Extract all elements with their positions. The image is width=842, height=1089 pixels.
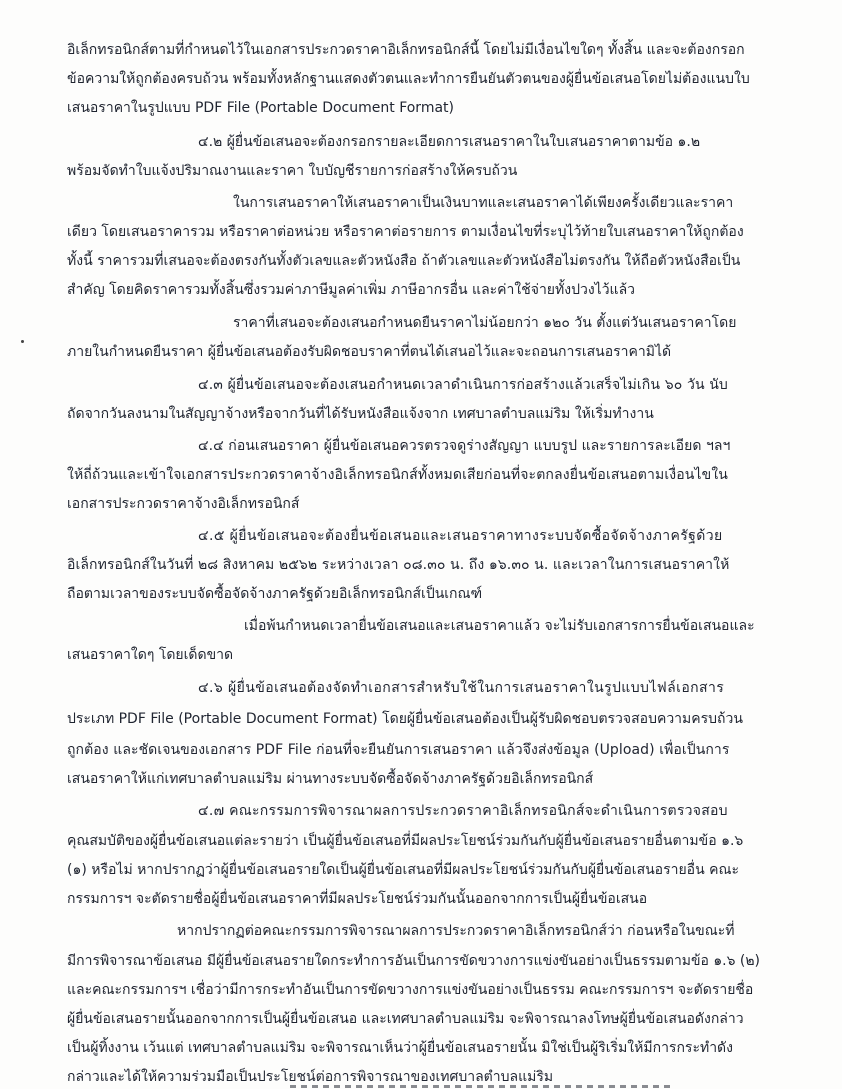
text-line: พร้อมจัดทำใบแจ้งปริมาณงานและราคา ใบบัญชีรายการก่อสร้างให้ครบถ้วน: [67, 163, 518, 179]
text-line: ข้อความให้ถูกต้องครบถ้วน พร้อมทั้งหลักฐานแสดงตัวตนและทำการยืนยันตัวตนของผู้ยื่นข้อเสนอโดยไม่ต้องแนบใบ: [67, 71, 750, 87]
text-line: ๔.๒ ผู้ยื่นข้อเสนอจะต้องกรอกรายละเอียดการเสนอราคาในใบเสนอราคาตามข้อ ๑.๒: [198, 134, 701, 150]
text-line: ภายในกำหนดยืนราคา ผู้ยื่นข้อเสนอต้องรับผิดชอบราคาที่ตนได้เสนอไว้และจะถอนการเสนอราคามิได้: [67, 344, 672, 360]
text-line: กล่าวและได้ให้ความร่วมมือเป็นประโยชน์ต่อการพิจารณาของเทศบาลตำบลแม่ริม: [67, 1069, 554, 1085]
text-line: ๔.๔ ก่อนเสนอราคา ผู้ยื่นข้อเสนอควรตรวจดูร่างสัญญา แบบรูป และรายการละเอียด ฯลฯ: [198, 438, 731, 454]
text-line: สำคัญ โดยคิดราคารวมทั้งสิ้นซึ่งรวมค่าภาษีมูลค่าเพิ่ม ภาษีอากรอื่น และค่าใช้จ่ายทั้งปวงไว้แล้ว: [67, 282, 636, 298]
text-line: ๔.๓ ผู้ยื่นข้อเสนอจะต้องเสนอกำหนดเวลาดำเนินการก่อสร้างแล้วเสร็จไม่เกิน ๖๐ วัน นับ: [198, 377, 728, 393]
text-line: ถัดจากวันลงนามในสัญญาจ้างหรือจากวันที่ได้รับหนังสือแจ้งจาก เทศบาลตำบลแม่ริม ให้เริ่มทำงาน: [67, 406, 654, 422]
text-line: ทั้งนี้ ราคารวมที่เสนอจะต้องตรงกันทั้งตัวเลขและตัวหนังสือ ถ้าตัวเลขและตัวหนังสือไม่ตรงกัน ให้ถือตัวหนังสือเป็น: [67, 253, 741, 269]
text-line: หากปรากฏต่อคณะกรรมการพิจารณาผลการประกวดราคาอิเล็กทรอนิกส์ว่า ก่อนหรือในขณะที่: [177, 923, 735, 939]
text-line: ผู้ยื่นข้อเสนอรายนั้นออกจากการเป็นผู้ยื่นข้อเสนอ และเทศบาลตำบลแม่ริม จะพิจารณาลงโทษผู้ยื่นข้อเสนอดังกล่าว: [67, 1011, 744, 1027]
text-line: ถือตามเวลาของระบบจัดซื้อจัดจ้างภาครัฐด้วยอิเล็กทรอนิกส์เป็นเกณฑ์: [67, 586, 483, 602]
stray-mark: [21, 340, 24, 343]
cut-off-line: [290, 1081, 670, 1089]
text-line: ๔.๗ คณะกรรมการพิจารณาผลการประกวดราคาอิเล็กทรอนิกส์จะดำเนินการตรวจสอบ: [198, 803, 728, 819]
text-line: ในการเสนอราคาให้เสนอราคาเป็นเงินบาทและเสนอราคาได้เพียงครั้งเดียวและราคา: [233, 195, 734, 211]
text-line: คุณสมบัติของผู้ยื่นข้อเสนอแต่ละรายว่า เป็นผู้ยื่นข้อเสนอที่มีผลประโยชน์ร่วมกันกับผู้ยื่นข้อเสนอรายอื่นตามข้อ ๑.๖: [67, 833, 744, 849]
text-line: เสนอราคาใดๆ โดยเด็ดขาด: [67, 647, 234, 663]
text-line: ถูกต้อง และชัดเจนของเอกสาร PDF File ก่อนที่จะยืนยันการเสนอราคา แล้วจึงส่งข้อมูล (Upload) เพื่อเป็นการ: [67, 742, 730, 758]
text-line: ๔.๕ ผู้ยื่นข้อเสนอจะต้องยื่นข้อเสนอและเสนอราคาทางระบบจัดซื้อจัดจ้างภาครัฐด้วย: [198, 528, 723, 544]
text-line: ให้ถี่ถ้วนและเข้าใจเอกสารประกวดราคาจ้างอิเล็กทรอนิกส์ทั้งหมดเสียก่อนที่จะตกลงยื่นข้อเสนอตามเงื่อนไขใน: [67, 467, 728, 483]
text-line: ประเภท PDF File (Portable Document Format) โดยผู้ยื่นข้อเสนอต้องเป็นผู้รับผิดชอบตรวจสอบความครบถ้วน: [67, 711, 743, 727]
text-line: ๔.๖ ผู้ยื่นข้อเสนอต้องจัดทำเอกสารสำหรับใช้ในการเสนอราคาในรูปแบบไฟล์เอกสาร: [198, 680, 725, 696]
text-line: และคณะกรรมการฯ เชื่อว่ามีการกระทำอันเป็นการขัดขวางการแข่งขันอย่างเป็นธรรม คณะกรรมการฯ จะตัดรายชื่อ: [67, 982, 754, 998]
text-line: เสนอราคาให้แก่เทศบาลตำบลแม่ริม ผ่านทางระบบจัดซื้อจัดจ้างภาครัฐด้วยอิเล็กทรอนิกส์: [67, 771, 594, 787]
text-line: เป็นผู้ทิ้งงาน เว้นแต่ เทศบาลตำบลแม่ริม จะพิจารณาเห็นว่าผู้ยื่นข้อเสนอรายนั้น มิใช่เป็นผู้ริเริ่มให้มีการกระทำดัง: [67, 1040, 733, 1056]
text-line: เสนอราคาในรูปแบบ PDF File (Portable Document Format): [67, 100, 454, 116]
text-line: อิเล็กทรอนิกส์ตามที่กำหนดไว้ในเอกสารประกวดราคาอิเล็กทรอนิกส์นี้ โดยไม่มีเงื่อนไขใดๆ ทั้งสิ้น และจะต้องกรอก: [67, 42, 745, 58]
text-line: กรรมการฯ จะตัดรายชื่อผู้ยื่นข้อเสนอราคาที่มีผลประโยชน์ร่วมกันนั้นออกจากการเป็นผู้ยื่นข้อเสนอ: [67, 891, 648, 907]
text-line: (๑) หรือไม่ หากปรากฏว่าผู้ยื่นข้อเสนอรายใดเป็นผู้ยื่นข้อเสนอที่มีผลประโยชน์ร่วมกันกับผู้ยื่นข้อเสนอรายอื่น คณะ: [67, 862, 739, 878]
text-line: เมื่อพ้นกำหนดเวลายื่นข้อเสนอและเสนอราคาแล้ว จะไม่รับเอกสารการยื่นข้อเสนอและ: [244, 618, 755, 634]
text-line: อิเล็กทรอนิกส์ในวันที่ ๒๘ สิงหาคม ๒๕๖๒ ระหว่างเวลา ๐๘.๓๐ น. ถึง ๑๖.๓๐ น. และเวลาในการเสนอราคาให้: [67, 557, 730, 573]
text-line: มีการพิจารณาข้อเสนอ มีผู้ยื่นข้อเสนอรายใดกระทำการอันเป็นการขัดขวางการแข่งขันอย่างเป็นธรรมตามข้อ ๑.๖ (๒): [67, 953, 760, 969]
text-line: ราคาที่เสนอจะต้องเสนอกำหนดยืนราคาไม่น้อยกว่า ๑๒๐ วัน ตั้งแต่วันเสนอราคาโดย: [233, 315, 737, 331]
text-line: เอกสารประกวดราคาจ้างอิเล็กทรอนิกส์: [67, 496, 300, 512]
text-line: เดียว โดยเสนอราคารวม หรือราคาต่อหน่วย หรือราคาต่อรายการ ตามเงื่อนไขที่ระบุไว้ท้ายใบเสนอราคาให้ถูกต้อง: [67, 224, 744, 240]
